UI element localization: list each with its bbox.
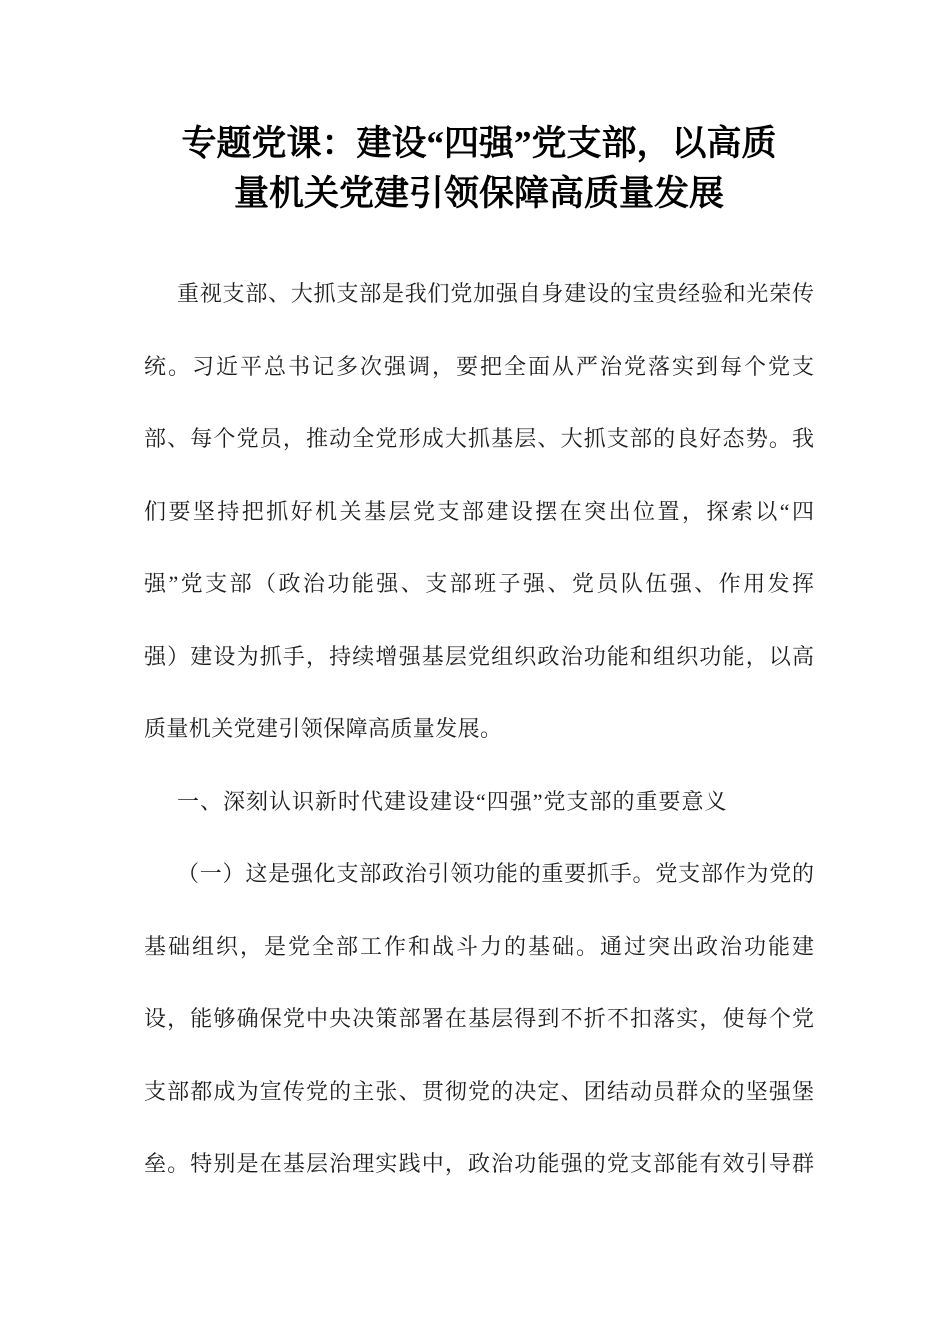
document-title <box>144 119 814 219</box>
paragraph-2-line-2: 基础组织，是党全部工作和战斗力的基础。通过突出政治功能建 <box>144 933 814 959</box>
document-title-line-1: 专题党课：建设“四强”党支部，以高质 <box>181 124 777 163</box>
paragraph-1-line-4: 们要坚持把抓好机关基层党支部建设摆在突出位置，探索以“四 <box>144 498 814 524</box>
document-title-line-2: 量机关党建引领保障高质量发展 <box>233 174 724 213</box>
section-heading-1: 一、深刻认识新时代建设建设“四强”党支部的重要意义 <box>177 788 728 814</box>
paragraph-1-line-5: 强”党支部（政治功能强、支部班子强、党员队伍强、作用发挥 <box>144 571 814 596</box>
paragraph-1-line-3: 部、每个党员，推动全党形成大抓基层、大抓支部的良好态势。我 <box>144 426 814 451</box>
paragraph-2-line-1: （一）这是强化支部政治引领功能的重要抓手。党支部作为党的 <box>177 861 814 886</box>
paragraph-2 <box>144 838 814 1201</box>
paragraph-2-line-3: 设，能够确保党中央决策部署在基层得到不折不扣落实，使每个党 <box>144 1006 814 1031</box>
paragraph-1-line-1: 重视支部、大抓支部是我们党加强自身建设的宝贵经验和光荣传 <box>177 281 814 306</box>
paragraph-1 <box>144 258 814 766</box>
paragraph-1-line-2: 统。习近平总书记多次强调，要把全面从严治党落实到每个党支 <box>144 353 814 379</box>
paragraph-2-line-4: 支部都成为宣传党的主张、贯彻党的决定、团结动员群众的坚强堡 <box>144 1078 814 1104</box>
paragraph-1-line-6: 强）建设为抓手，持续增强基层党组织政治功能和组织功能，以高 <box>144 643 814 669</box>
paragraph-2-line-5: 垒。特别是在基层治理实践中，政治功能强的党支部能有效引导群 <box>144 1151 814 1176</box>
paragraph-1-line-7: 质量机关党建引领保障高质量发展。 <box>144 716 503 741</box>
